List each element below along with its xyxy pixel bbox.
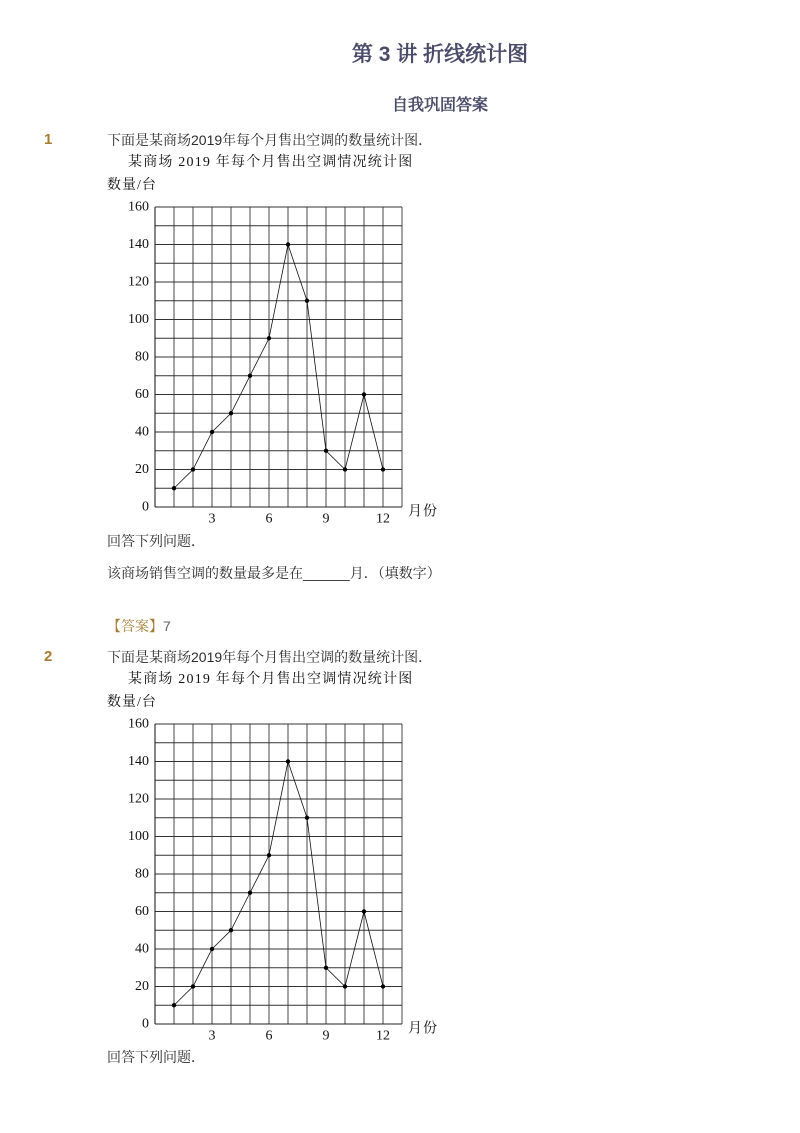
data-point (248, 891, 252, 895)
y-axis-label: 数量/台 (107, 695, 157, 710)
data-point (229, 411, 233, 415)
data-point (362, 392, 366, 396)
data-point (210, 430, 214, 434)
x-tick-label: 9 (322, 1028, 330, 1044)
chart-title: 某商场 2019 年每个月售出空调情况统计图 (128, 672, 414, 687)
problem-stem: 下面是某商场2019年每个月售出空调的数量统计图． (107, 132, 433, 148)
y-tick-label: 120 (128, 791, 149, 807)
x-axis-label: 月份 (408, 504, 438, 520)
series-line (174, 762, 383, 1006)
y-tick-label: 160 (128, 716, 149, 732)
line-chart (100, 712, 445, 1047)
y-tick-label: 60 (135, 904, 149, 919)
answer-label: 【答案】 (107, 618, 163, 634)
question-prompt: 回答下列问题． (107, 533, 205, 549)
problem-number: 1 (44, 131, 53, 148)
x-tick-label: 6 (265, 1028, 273, 1044)
y-tick-label: 100 (128, 829, 149, 844)
data-point (381, 467, 385, 471)
section-heading: 自我巩固答案 (391, 97, 488, 114)
data-point (324, 966, 328, 970)
y-axis-label: 数量/台 (107, 178, 157, 193)
y-tick-label: 0 (142, 499, 149, 515)
y-tick-label: 20 (135, 979, 149, 994)
answer-line (107, 617, 171, 635)
x-tick-label: 3 (208, 511, 216, 527)
data-point (248, 374, 252, 378)
question-text: 该商场销售空调的数量最多是在______月．（填数字） (107, 565, 441, 581)
y-tick-label: 80 (135, 349, 149, 365)
data-point (210, 947, 214, 951)
data-point (286, 759, 290, 763)
y-tick-label: 20 (135, 462, 149, 477)
chart-title: 某商场 2019 年每个月售出空调情况统计图 (128, 155, 414, 170)
data-point (191, 467, 195, 471)
answer-value: 7 (163, 618, 171, 634)
y-tick-label: 60 (135, 387, 149, 402)
data-point (362, 909, 366, 913)
data-point (381, 984, 385, 988)
x-tick-label: 6 (265, 511, 273, 527)
x-tick-label: 12 (376, 1028, 390, 1044)
data-point (343, 467, 347, 471)
data-point (229, 928, 233, 932)
data-point (305, 299, 309, 303)
problem-number: 2 (44, 648, 53, 665)
y-tick-label: 160 (128, 199, 149, 215)
y-tick-label: 40 (135, 424, 149, 440)
problem-stem: 下面是某商场2019年每个月售出空调的数量统计图． (107, 649, 433, 665)
y-tick-label: 100 (128, 312, 149, 327)
data-point (172, 1003, 176, 1007)
y-tick-label: 140 (128, 754, 149, 769)
data-point (286, 242, 290, 246)
data-point (172, 486, 176, 490)
series-line (174, 245, 383, 489)
line-chart (100, 195, 445, 530)
data-point (305, 816, 309, 820)
data-point (324, 449, 328, 453)
x-tick-label: 12 (376, 511, 390, 527)
y-tick-label: 0 (142, 1016, 149, 1032)
data-point (343, 984, 347, 988)
y-tick-label: 120 (128, 274, 149, 290)
data-point (267, 853, 271, 857)
grid (155, 207, 402, 507)
x-tick-label: 3 (208, 1028, 216, 1044)
y-tick-label: 80 (135, 866, 149, 882)
x-axis-label: 月份 (408, 1021, 438, 1037)
question-prompt: 回答下列问题． (107, 1049, 205, 1065)
page-title: 第 3 讲 折线统计图 (351, 43, 529, 66)
y-tick-label: 140 (128, 237, 149, 252)
x-tick-label: 9 (322, 511, 330, 527)
y-tick-label: 40 (135, 941, 149, 957)
data-point (191, 984, 195, 988)
grid (155, 724, 402, 1024)
data-point (267, 336, 271, 340)
